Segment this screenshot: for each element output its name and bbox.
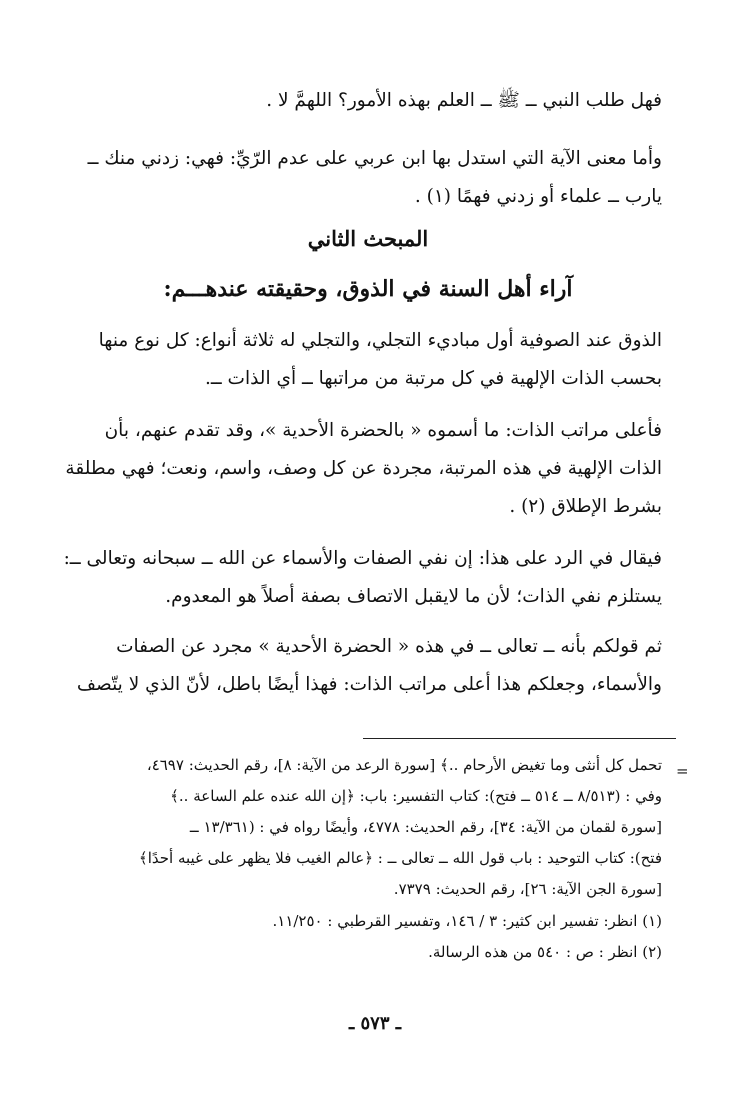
paragraph-6	[74, 628, 662, 704]
footnote-line: [سورة لقمان من الآية: ٣٤]، رقم الحديث: ٤٧٧٨، وأيضًا رواه في : (١٣/٣٦١ ــ	[189, 818, 662, 836]
text-line: يارب ــ علماء أو زدني فهمًا (١) .	[414, 186, 662, 207]
footnote-continuation-mark: =	[676, 762, 689, 780]
text-line: وأما معنى الآية التي استدل بها ابن عربي على عدم الرّيِّ: فهي: زدني منك ــ	[87, 148, 662, 169]
text-line: فأعلى مراتب الذات: ما أسموه « بالحضرة الأحدية »، وقد تقدم عنهم، بأن	[104, 420, 662, 441]
text-line: ثم قولكم بأنه ــ تعالى ــ في هذه « الحضرة الأحدية » مجرد عن الصفات	[116, 636, 662, 657]
footnote-line: وفي : (٨/٥١٣ ــ ٥١٤ ــ فتح): كتاب التفسير: باب: ﴿إن الله عنده علم الساعة ..﴾	[170, 787, 662, 805]
text-line: الذوق عند الصوفية أول مباديء التجلي، والتجلي له ثلاثة أنواع: كل نوع منها	[98, 330, 662, 351]
paragraph-3	[74, 322, 662, 398]
text-line: بحسب الذات الإلهية في كل مرتبة من مراتبها ــ أي الذات ــ.	[204, 368, 662, 389]
paragraph-1	[74, 82, 662, 120]
paragraph-5	[63, 540, 662, 616]
text-line: الذات الإلهية في هذه المرتبة، مجردة عن كل وصف، واسم، ونعت؛ فهي مطلقة	[65, 458, 662, 479]
footnote-line: تحمل كل أنثى وما تغيض الأرحام ..﴾ [سورة الرعد من الآية: ٨]، رقم الحديث: ٤٦٩٧،	[146, 756, 662, 774]
footnote-continued	[74, 750, 662, 905]
footnote-2: (٢) انظر : ص : ٥٤٠ من هذه الرسالة.	[428, 943, 662, 961]
text-line: فيقال في الرد على هذا: إن نفي الصفات والأسماء عن الله ــ سبحانه وتعالى ــ:	[63, 548, 662, 569]
page-number: ـ ٥٧٣ ـ	[348, 1013, 402, 1034]
text-line: والأسماء، وجعلكم هذا أعلى مراتب الذات: فهذا أيضًا باطل، لأنّ الذي لا يتّصف	[76, 674, 662, 695]
section-heading: المبحث الثاني	[307, 226, 429, 251]
footnotes-list	[74, 906, 662, 968]
footnote-divider	[363, 738, 676, 739]
footnote-line: فتح): كتاب التوحيد : باب قول الله ــ تعالى ــ : ﴿عالم الغيب فلا يظهر على غيبه أحدًا﴾	[138, 849, 662, 867]
text-line: بشرط الإطلاق (٢) .	[509, 496, 662, 517]
text-line: يستلزم نفي الذات؛ لأن ما لايقبل الاتصاف بصفة أصلاً هو المعدوم.	[165, 586, 662, 607]
text-line: فهل طلب النبي ــ ﷺ ــ العلم بهذه الأمور؟ اللهمَّ لا .	[266, 90, 662, 111]
section-subheading: آراء أهل السنة في الذوق، وحقيقته عندهـــم:	[163, 276, 573, 302]
paragraph-4	[65, 412, 662, 526]
paragraph-2	[74, 140, 662, 216]
footnote-1: (١) انظر: تفسير ابن كثير: ٣ / ١٤٦، وتفسير القرطبي : ١١/٢٥٠.	[272, 912, 662, 930]
footnote-line: [سورة الجن الآية: ٢٦]، رقم الحديث: ٧٣٧٩.	[393, 880, 662, 898]
